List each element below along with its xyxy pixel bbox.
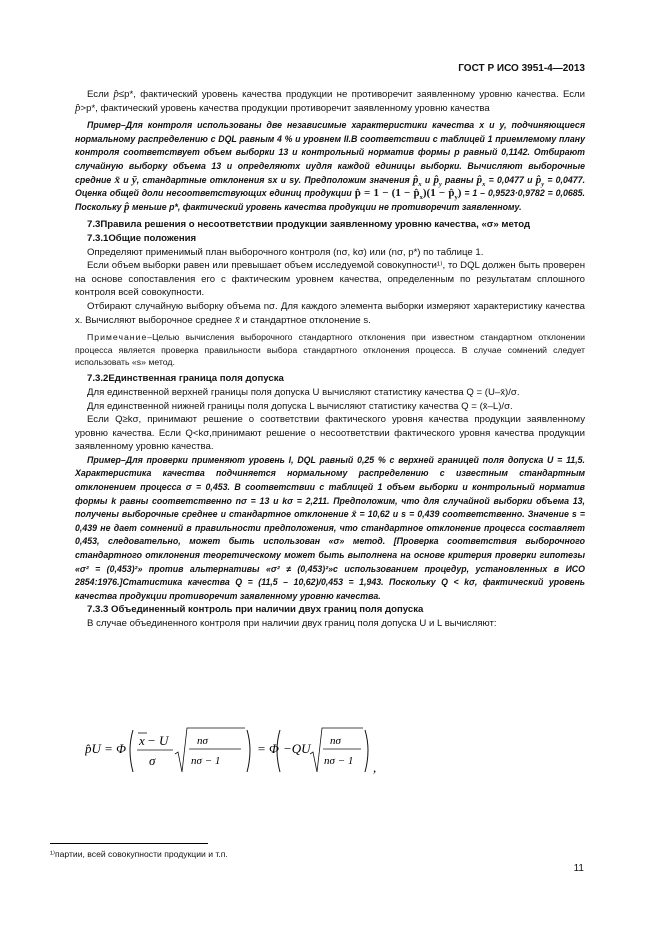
note: Примечание–Целью вычисления выборочного стандартного отклонения при известном стандартном отклонении процесса является проверка правильности выбора стандартного отклонения процесса. В случае сомнений следует использовать «s» метод.	[75, 332, 585, 367]
formula-qu: −QU	[283, 741, 311, 756]
px-hat-symbol: $p̂_x$	[412, 173, 422, 188]
page-body	[75, 88, 585, 631]
formula-minus-u: − U	[147, 733, 169, 748]
paragraph-decision: Если p̂≤p*, фактический уровень качества продукции не противоречит заявленному уровню качества. Если p̂>p*, фактический уровень качества продукции противоречит заявленному уровню качества	[75, 88, 585, 114]
combined-control-formula	[85, 720, 385, 780]
formula-n-sigma-2: nσ	[330, 735, 341, 747]
formula-n-sigma: nσ	[197, 735, 208, 747]
section-7-3-3-heading: 7.3.3 Объединенный контроль при наличии двух границ поля допуска	[87, 604, 424, 616]
x-bar-symbol: x̄	[234, 313, 240, 326]
section-7-3-2-heading: 7.3.2Единственная граница поля допуска	[87, 373, 284, 385]
paragraph-combined: В случае объединенного контроля при наличии двух границ поля допуска U и L вычисляют:	[87, 618, 497, 629]
formula-sigma: σ	[149, 753, 156, 768]
footnote: ¹⁾партии, всей совокупности продукции и т.п.	[50, 849, 228, 859]
paragraph-sample-size: Если объем выборки равен или превышает объем исследуемой совокупности¹⁾, то DQL должен быть проверен на основе сопоставления его с фактическим уровнем качества, определенным по результатам сплошного контроля всей совокупности.	[75, 260, 585, 299]
py-hat-symbol: $p̂_y$	[535, 173, 545, 188]
py-hat-symbol: $p̂_y$	[433, 173, 442, 188]
p-hat-symbol: p̂	[113, 88, 119, 100]
paragraph-sample: Отбирают случайную выборку объема nσ. Для каждого элемента выборки измеряют характеристику качества x. Вычисляют выборочное среднее x̄ и стандартное отклонение s.	[75, 300, 585, 326]
formula-n-sigma-minus-1-2: nσ − 1	[324, 755, 354, 767]
paragraph-decision-rule: Если Q≥kσ, принимают решение о соответствии фактического уровня качества продукции заявленному уровню качества. Если Q<kσ,принимают решение о несоответствии фактического уровня качества продукции заявленному уровню качества.	[75, 414, 585, 453]
footnote-separator	[50, 843, 208, 844]
section-7-3-1-heading: 7.3.1Общие положения	[87, 232, 197, 244]
px-hat-symbol: $p̂_x$	[476, 173, 486, 188]
note-label: Примечание	[87, 332, 148, 343]
formula-comma: ,	[373, 760, 377, 775]
paragraph-upper-limit: Для единственной верхней границы поля допуска U вычисляют статистику качества Q = (U–x̄)/σ.	[87, 386, 520, 398]
paragraph-plan: Определяют применимый план выборочного контроля (nσ, kσ) или (nσ, p*) по таблице 1.	[87, 246, 484, 258]
paragraph-lower-limit: Для единственной нижней границы поля допуска L вычисляют статистику качества Q = (x̄–L)/σ.	[87, 400, 513, 412]
p-hat-symbol: p̂	[75, 101, 81, 114]
p-hat-symbol: p̂	[124, 200, 130, 213]
document-header: ГОСТ Р ИСО 3951-4—2013	[458, 63, 585, 74]
example-2: Пример–Для проверки применяют уровень I, DQL равный 0,25 % с верхней границей поля допуска U = 11,5. Характеристика качества подчиняется нормальному распределению с известным стандартным отклонением процесса σ = 0,453. В соответствии с таблицей 1 объем выборки и контрольный норматив формы k равны соответственно nσ = 13 и kσ = 2,211. Предположим, что для случайной выборки объема 13, получены выборочные среднее и стандартное отклонение x̄ = 10,62 и s = 0,439 соответственно. Значение s = 0,439 не дает сомнений в правильности предположения, что стандартное отклонение процесса составляет 0,453, следовательно, может быть использован «σ» метод. [Проверка соответствия выборочного стандартного отклонения теоретическому может быть выполнена на основе критерия проверки гипотезы «σ² = (0,453)²» против альтернативы «σ² ≠ (0,453)²»с использованием процедур, установленных в ИСО 2854:1976.]Статистика качества Q = (11,5 – 10,62)/0,453 = 1,943. Поскольку Q < kσ, фактический уровень качества продукции противоречит заявленному уровню качества.	[75, 454, 585, 601]
page-number: 11	[573, 863, 584, 874]
y-bar-symbol: ȳ	[131, 173, 137, 186]
formula-n-sigma-minus-1: nσ − 1	[191, 755, 221, 767]
combined-p-formula: p̂ = $1 - (1 - p̂_x)(1$ − $p̂_y$)	[354, 187, 462, 202]
x-bar-symbol: x̄	[114, 173, 121, 186]
formula-lhs: p̂U = Φ	[85, 741, 127, 756]
formula-x: x	[139, 733, 145, 748]
formula-eq: = Φ	[257, 741, 279, 756]
section-7-3-heading: 7.3Правила решения о несоответствии продукции заявленному уровню качества, «σ» метод	[87, 219, 531, 231]
example-1: Пример–Для контроля использованы две независимые характеристики качества x и y, подчиняющиеся нормальному распределению с DQL равным 4 % и уровнем II.В соответствии с таблицей 1 приемлемому плану контроля соответствует объем выборки 13 и контрольный норматив формы p равный 0,1142. Отбирают случайную выборку объема 13 и определяютx иудля каждой единицы выборки. Вычисляют выборочные средние x̄ и ȳ, стандартные отклонения sx и sy. Предположим значения $p̂_x$ и $p̂_y$ равны $p̂_x = 0,0477$ и $p̂_y = 0,0477$. Оценка общей доли несоответствующих единиц продукции p̂ = $1 - (1 - p̂_x)(1$ − $p̂_y) = 1 - 0,9523\cdot 0,9782 = 0,0685$. Поскольку p̂ меньше p*, фактический уровень качества продукции не противоречит заявленному.	[75, 120, 586, 213]
